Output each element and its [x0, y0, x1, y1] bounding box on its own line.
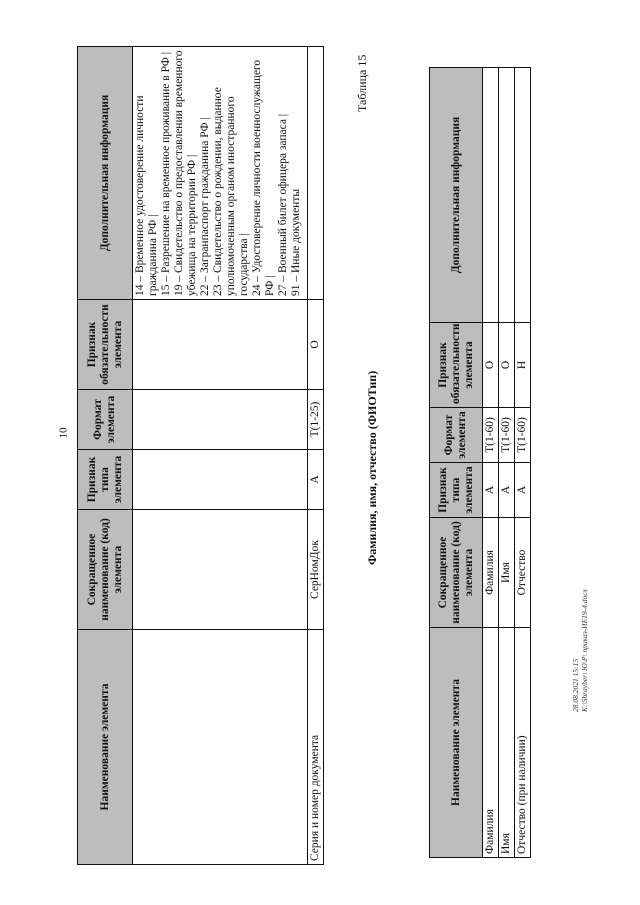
header-info: Дополнительная информация	[78, 47, 133, 300]
header-name: Наименование элемента	[430, 628, 483, 858]
cell-info	[308, 47, 324, 300]
cell-info	[499, 68, 515, 323]
header-info: Дополнительная информация	[430, 68, 483, 323]
table-row	[483, 68, 499, 858]
header-type: Признак типа элемента	[78, 450, 133, 510]
footer	[571, 589, 589, 712]
info-line: 27 – Военный билет офицера запаса |	[277, 113, 289, 296]
cell-format: T(1-60)	[515, 408, 531, 463]
cell-type: А	[308, 450, 324, 510]
info-line: 22 – Загранпаспорт гражданина РФ |	[199, 117, 211, 296]
footer-date: 28.08.2021 15:15	[571, 658, 580, 712]
cell-type: А	[515, 463, 531, 518]
table-15	[429, 67, 531, 858]
cell-name: Отчество (при наличии)	[515, 628, 531, 858]
cell-required: О	[308, 300, 324, 390]
header-code: Сокращенное наименование (код) элемента	[430, 518, 483, 628]
info-line: 19 – Свидетельство о предоставлении временного убежища на территории РФ |	[173, 50, 198, 296]
header-name: Наименование элемента	[78, 630, 133, 865]
info-line: 14 – Временное удостоверение личности гражданина РФ |	[134, 95, 159, 296]
table-row	[308, 47, 324, 865]
cell-code: Фамилия	[483, 518, 499, 628]
header-required: Признак обязательности элемента	[430, 323, 483, 408]
cell-required: О	[499, 323, 515, 408]
table-header-row	[78, 47, 133, 865]
info-line: 91 – Иные документы	[290, 188, 302, 296]
table-title: Фамилия, имя, отчество (ФИОТип)	[365, 370, 379, 565]
info-line: 24 – Удостоверение личности военнослужащего РФ |	[251, 59, 276, 296]
cell-required: Н	[515, 323, 531, 408]
cell-code: СерНомДок	[308, 510, 324, 630]
cell-name: Фамилия	[483, 628, 499, 858]
cell-code: Имя	[499, 518, 515, 628]
header-type: Признак типа элемента	[430, 463, 483, 518]
header-required: Признак обязательности элемента	[78, 300, 133, 390]
table-row	[133, 47, 308, 865]
table-14-continuation	[77, 46, 324, 865]
footer-path: K:\Shrayber\ Ю\Р\ приказ-ИЕ19-4.docx	[580, 589, 589, 712]
info-cell	[133, 47, 308, 300]
table-caption: Таблица 15	[355, 54, 369, 112]
cell-name: Имя	[499, 628, 515, 858]
cell-type: А	[499, 463, 515, 518]
cell-code: Отчество	[515, 518, 531, 628]
table-row	[515, 68, 531, 858]
cell-required: О	[483, 323, 499, 408]
header-format: Формат элемента	[430, 408, 483, 463]
table-row	[499, 68, 515, 858]
page-number: 10	[57, 427, 70, 439]
table-header-row	[430, 68, 483, 858]
info-line: 23 – Свидетельство о рождении, выданное уполномоченным органом иностранного государства |	[212, 87, 250, 296]
cell-format: T(1-60)	[483, 408, 499, 463]
cell-format: T(1-60)	[499, 408, 515, 463]
header-format: Формат элемента	[78, 390, 133, 450]
cell-type: А	[483, 463, 499, 518]
info-line: 15 – Разрешение на временное проживание в РФ |	[160, 51, 172, 296]
header-code: Сокращенное наименование (код) элемента	[78, 510, 133, 630]
cell-info	[483, 68, 499, 323]
cell-info	[515, 68, 531, 323]
cell-name: Серия и номер документа	[308, 630, 324, 865]
cell-format: T(1-25)	[308, 390, 324, 450]
